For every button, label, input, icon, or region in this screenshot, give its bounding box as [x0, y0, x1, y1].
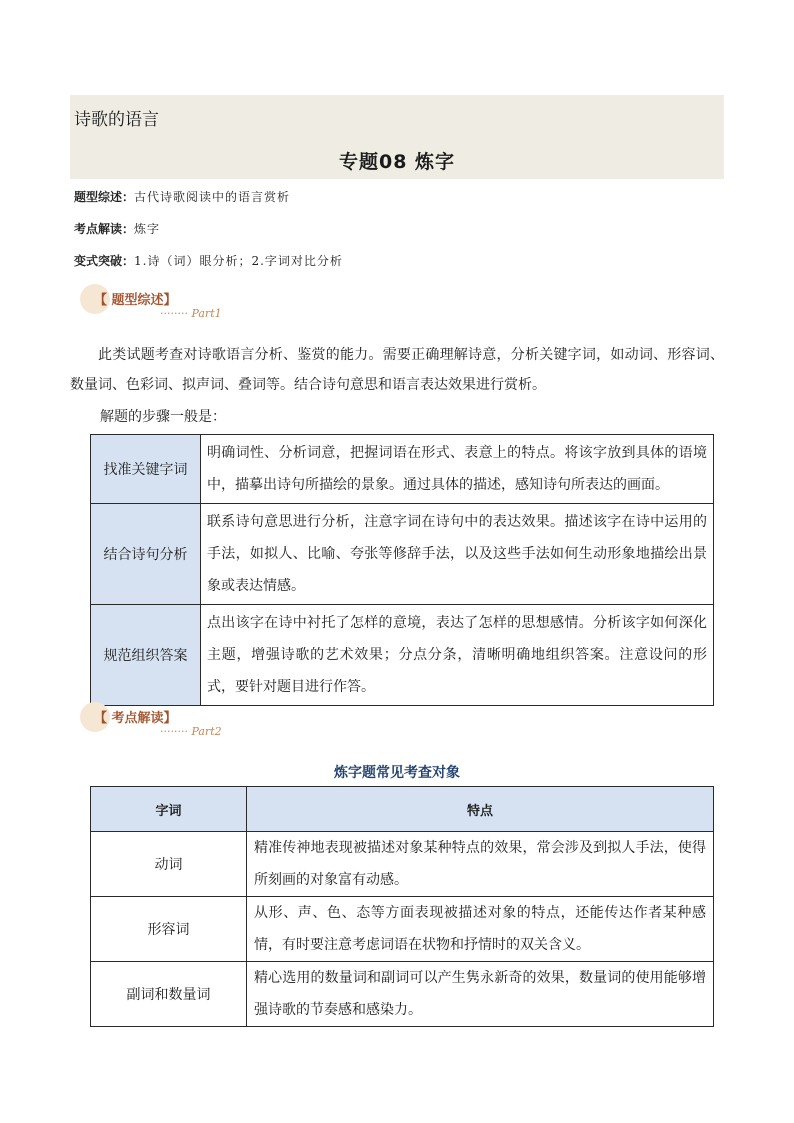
column-header: 字词	[91, 787, 247, 832]
meta-key: 题型综述：	[74, 190, 135, 204]
step-desc: 明确词性、分析词意，把握词语在形式、表意上的特点。将该字放到具体的语境中，描摹出诗句所描绘的景象。通过具体的描述，感知诗句所表达的画面。	[201, 435, 714, 504]
table-caption: 炼字题常见考查对象	[334, 765, 460, 781]
meta-value: 古代诗歌阅读中的语言赏析	[134, 190, 291, 204]
header-banner	[70, 95, 724, 179]
objects-table	[90, 786, 714, 1027]
step-desc: 联系诗句意思进行分析，注意字词在诗句中的表达效果。描述该字在诗中运用的手法，如拟人、比喻、夸张等修辞手法，以及这些手法如何生动形象地描绘出景象或表达情感。	[201, 504, 714, 605]
meta-line-variants	[74, 252, 343, 269]
table-row	[91, 605, 714, 706]
column-header: 特点	[247, 787, 714, 832]
meta-line-focus	[74, 220, 160, 237]
table-row	[91, 832, 714, 897]
desc-cell: 精准传神地表现被描述对象某种特点的效果，常会涉及到拟人手法，使得所刻画的对象富有动感。	[247, 832, 714, 897]
table-row	[91, 962, 714, 1027]
step-label: 规范组织答案	[91, 605, 201, 706]
section-title: 诗歌的语言	[74, 110, 159, 130]
meta-key: 考点解读：	[74, 222, 135, 236]
page-title: 专题08 炼字	[338, 151, 456, 173]
desc-cell: 从形、声、色、态等方面表现被描述对象的特点，还能传达作者某种感情，有时要注意考虑词语在状物和抒情时的双关含义。	[247, 897, 714, 962]
table-row	[91, 435, 714, 504]
word-cell: 副词和数量词	[91, 962, 247, 1027]
desc-cell: 精心选用的数量词和副词可以产生隽永新奇的效果，数量词的使用能够增强诗歌的节奏感和感染力。	[247, 962, 714, 1027]
word-cell: 动词	[91, 832, 247, 897]
part2-subtitle: ········ Part2	[160, 725, 222, 738]
part1-paragraph: 此类试题考查对诗歌语言分析、鉴赏的能力。需要正确理解诗意，分析关键字词，如动词、形容词、数量词、色彩词、拟声词、叠词等。结合诗句意思和语言表达效果进行赏析。	[70, 347, 724, 393]
meta-value: 炼字	[134, 222, 161, 236]
step-label: 找准关键字词	[91, 435, 201, 504]
word-cell: 形容词	[91, 897, 247, 962]
part1-subtitle: ········ Part1	[160, 307, 222, 320]
table-header-row	[91, 787, 714, 832]
steps-table	[90, 434, 714, 706]
meta-key: 变式突破：	[74, 254, 135, 268]
table-row	[91, 504, 714, 605]
step-label: 结合诗句分析	[91, 504, 201, 605]
meta-value: 1.诗（词）眼分析；2.字词对比分析	[134, 254, 343, 268]
step-desc: 点出该字在诗中衬托了怎样的意境，表达了怎样的思想感情。分析该字如何深化主题，增强诗歌的艺术效果；分点分条，清晰明确地组织答案。注意设问的形式，要针对题目进行作答。	[201, 605, 714, 706]
part1-title: 【 题型综述】	[94, 293, 177, 308]
table-row	[91, 897, 714, 962]
meta-line-overview	[74, 188, 290, 205]
part2-title: 【 考点解读】	[94, 711, 177, 726]
steps-intro: 解题的步骤一般是：	[100, 409, 226, 425]
